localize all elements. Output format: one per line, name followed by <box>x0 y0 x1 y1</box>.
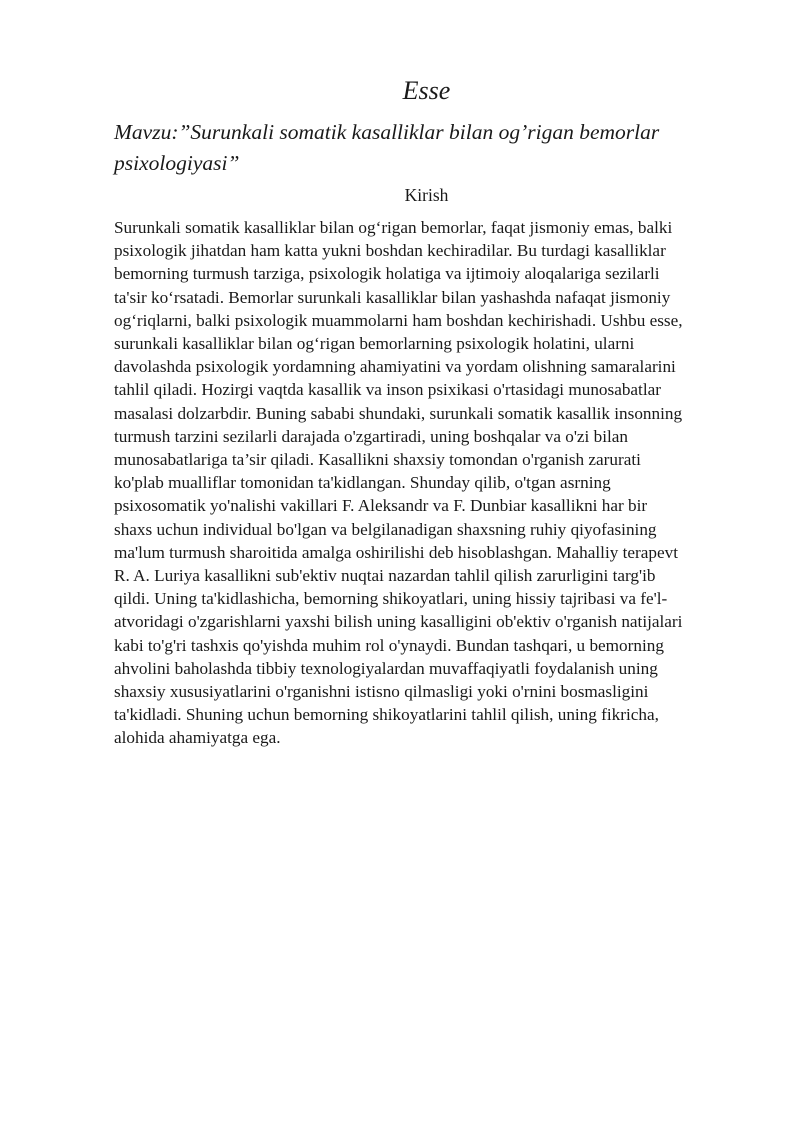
introduction-paragraph <box>114 216 754 750</box>
paragraph-line: ko'plab mualliflar tomonidan ta'kidlangan. Shunday qilib, o'tgan asrning <box>114 473 611 493</box>
paragraph-line: og‘riqlarni, balki psixologik muammolarni ham boshdan kechirishadi. Ushbu esse, <box>114 310 683 330</box>
paragraph-line: psixosomatik yo'nalishi vakillari F. Aleksandr va F. Dunbiar kasallikni har bir <box>114 496 648 516</box>
paragraph-line: R. A. Luriya kasallikni sub'ektiv nuqtai nazardan tahlil qilish zarurligini targ'ib <box>114 566 656 586</box>
section-heading-introduction: Kirish <box>404 185 449 205</box>
paragraph-line: alohida ahamiyatga ega. <box>114 728 281 748</box>
paragraph-line: kabi to'g'ri tashxis qo'yishda muhim rol o'ynaydi. Bundan tashqari, u bemorning <box>114 635 664 655</box>
paragraph-line: davolashda psixologik yordamning ahamiyatini va yordam olishning samaralarini <box>114 357 676 377</box>
essay-topic: Mavzu:”Surunkali somatik kasalliklar bilan og’rigan bemorlar psixologiyasi” <box>114 120 660 175</box>
paragraph-line: ma'lum turmush sharoitida amalga oshirilishi deb hisoblashgan. Mahalliy terapevt <box>114 542 678 562</box>
paragraph-line: Surunkali somatik kasalliklar bilan og‘rigan bemorlar, faqat jismoniy emas, balki <box>114 218 673 237</box>
paragraph-line: atvoridagi o'zgarishlarni yaxshi bilish uning kasalligini ob'ektiv o'rganish natijalari <box>114 612 683 632</box>
paragraph-line: shaxs uchun individual bo'lgan va belgilanadigan shaxsning ruhiy qiyofasining <box>114 519 657 539</box>
paragraph-line: shaxsiy xususiyatlarini o'rganishni istisno qilmasligi yoki o'rnini bosmasligini <box>114 682 649 702</box>
paragraph-line: surunkali kasalliklar bilan og‘rigan bemorlarning psixologik holatini, ularni <box>114 334 635 354</box>
paragraph-line: ta'kidladi. Shuning uchun bemorning shikoyatlarini tahlil qilish, uning fikricha, <box>114 705 659 725</box>
document-title: Esse <box>402 76 451 105</box>
paragraph-line: munosabatlariga ta’sir qiladi. Kasallikni shaxsiy tomondan o'rganish zarurati <box>114 450 641 470</box>
paragraph-line: tahlil qiladi. Hozirgi vaqtda kasallik va inson psixikasi o'rtasidagi munosabatlar <box>114 380 661 400</box>
paragraph-line: qildi. Uning ta'kidlashicha, bemorning shikoyatlari, uning hissiy tajribasi va fe'l- <box>114 589 668 609</box>
paragraph-line: psixologik jihatdan ham katta yukni boshdan kechiradilar. Bu turdagi kasalliklar <box>114 241 666 261</box>
paragraph-line: turmush tarzini sezilarli darajada o'zgartiradi, uning boshqalar va o'zi bilan <box>114 426 628 446</box>
paragraph-line: ahvolini baholashda tibbiy texnologiyalardan muvaffaqiyatli foydalanish uning <box>114 658 658 678</box>
paragraph-line: masalasi dolzarbdir. Buning sababi shundaki, surunkali somatik kasallik insonning <box>114 403 683 423</box>
paragraph-line: ta'sir ko‘rsatadi. Bemorlar surunkali kasalliklar bilan yashashda nafaqat jismoniy <box>114 287 671 307</box>
paragraph-line: bemorning turmush tarziga, psixologik holatiga va ijtimoiy aloqalariga sezilarli <box>114 264 660 284</box>
